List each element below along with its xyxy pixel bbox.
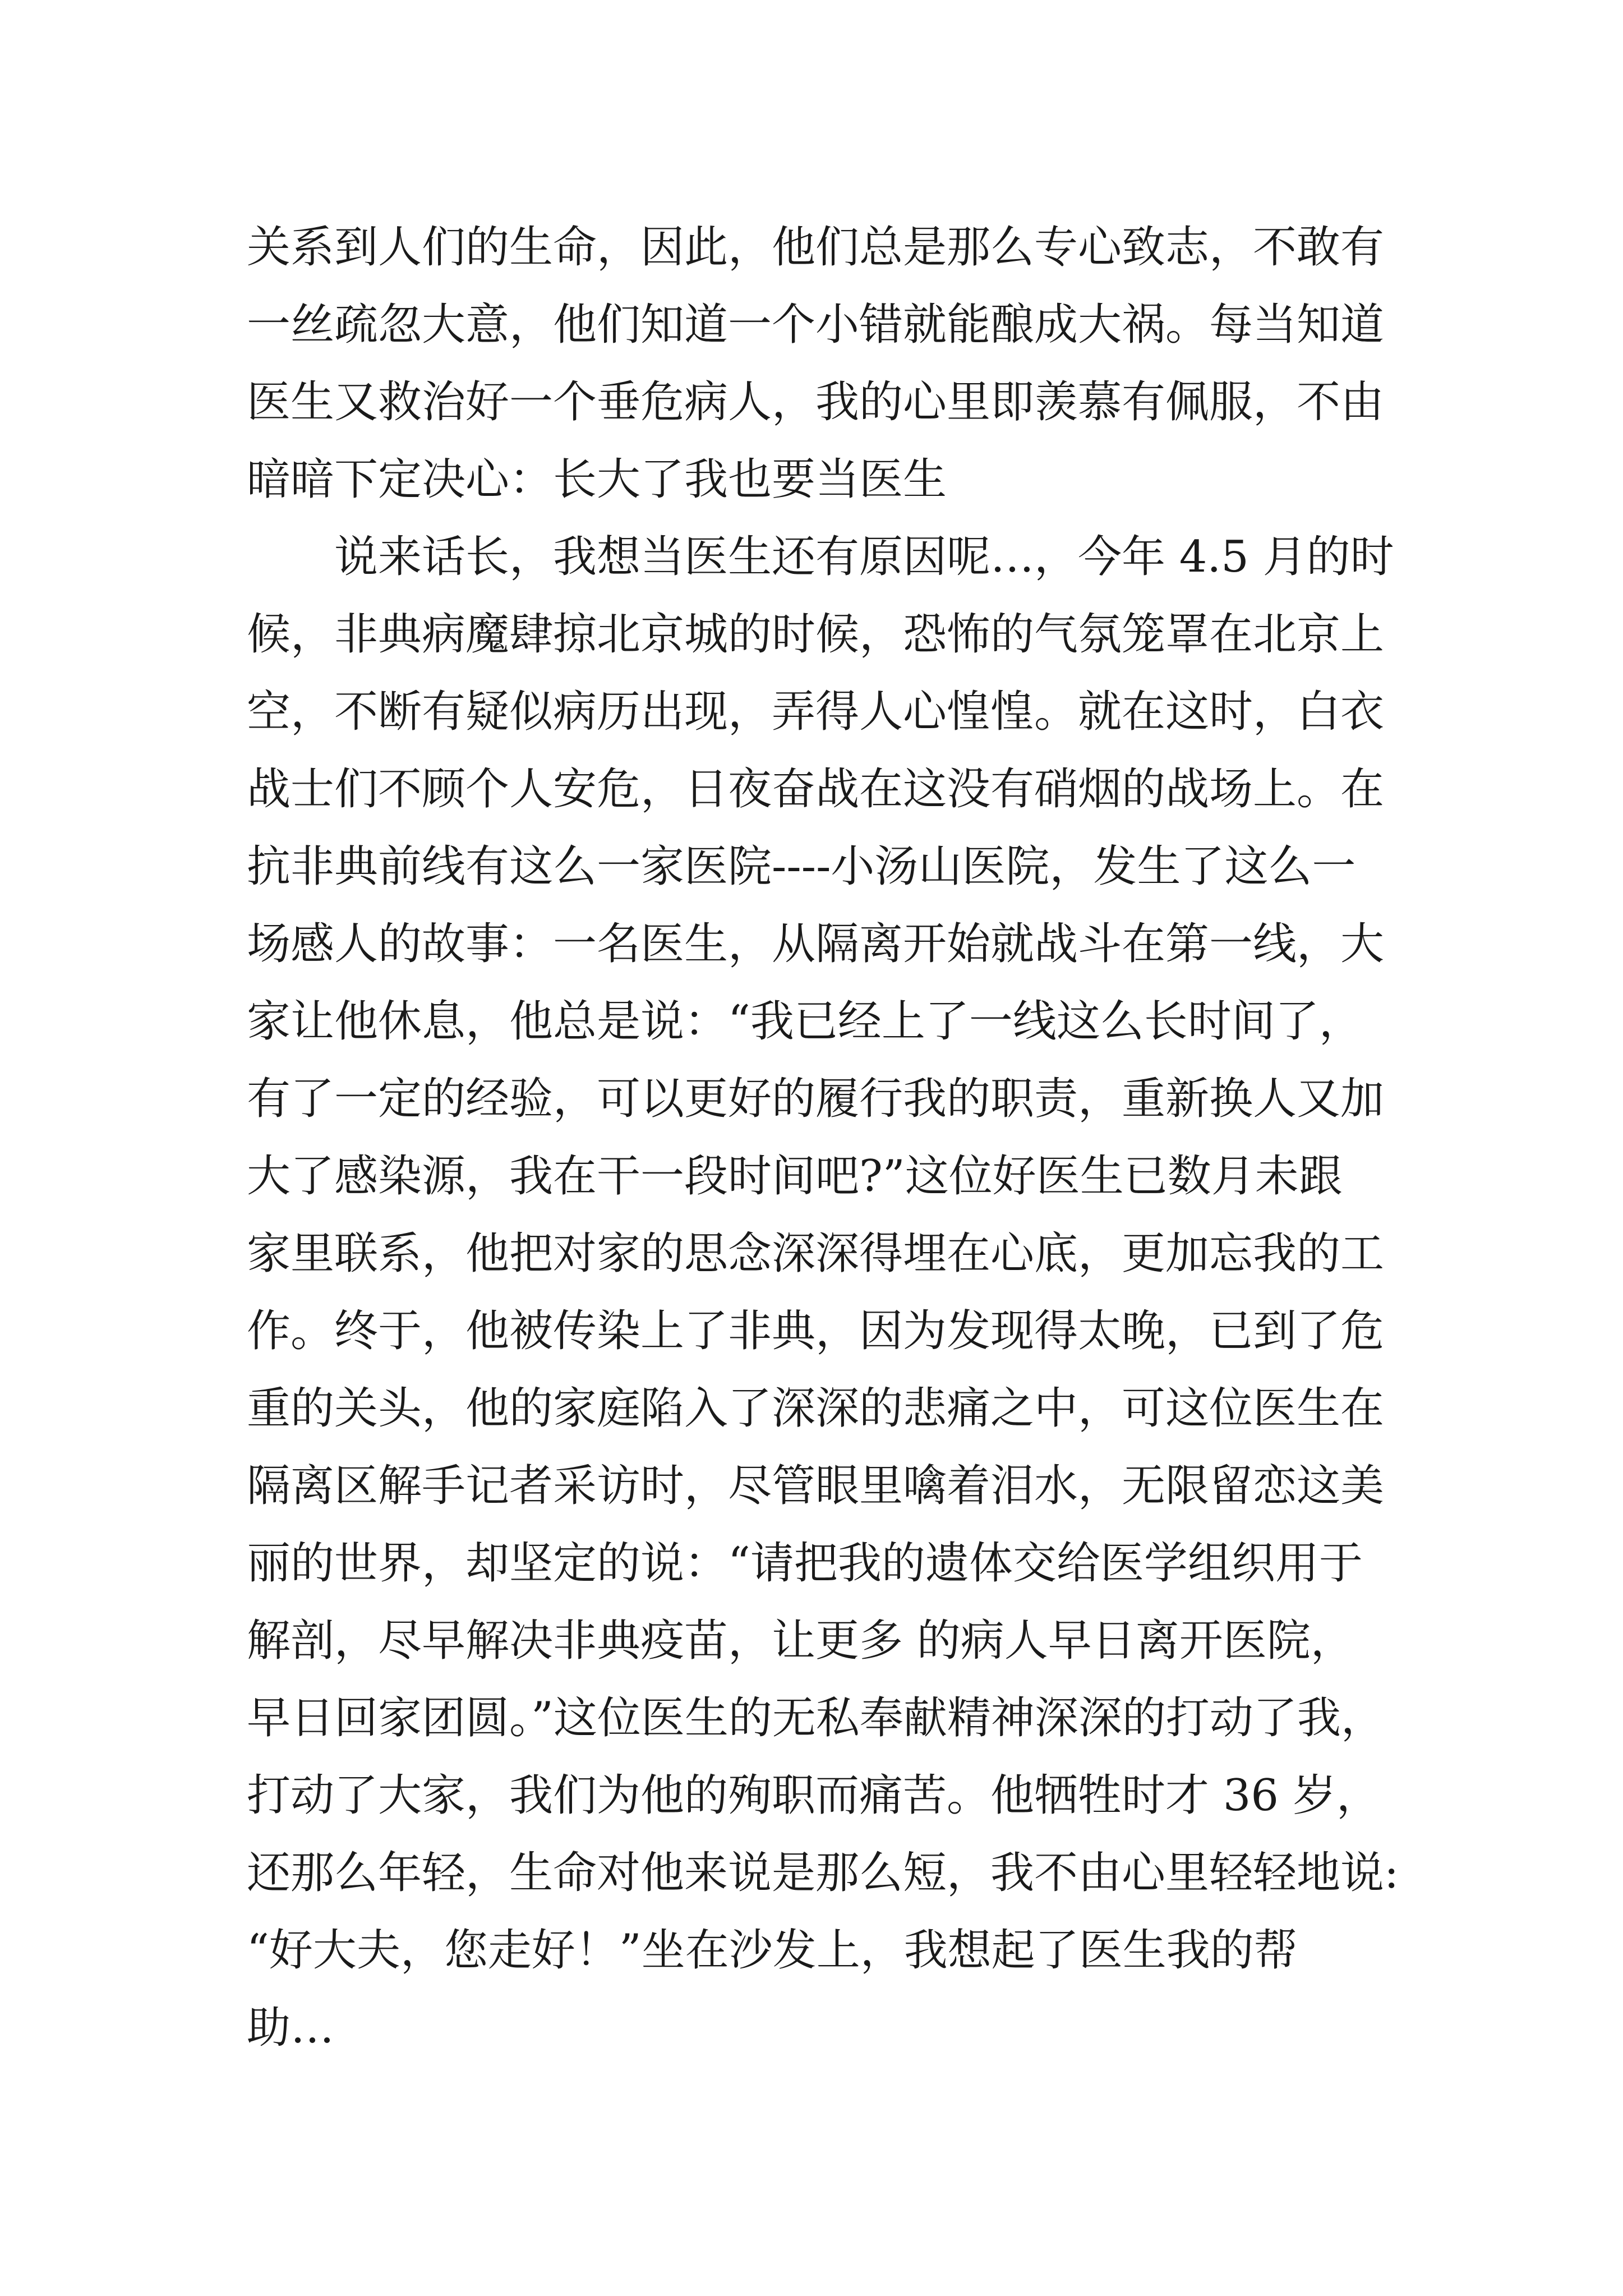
text-line: 战士们不顾个人安危，日夜奋战在这没有硝烟的战场上。在 — [247, 764, 1385, 815]
text-line: 助… — [247, 2003, 335, 2053]
text-line: “好大夫，您走好！”坐在沙发上，我想起了医生我的帮 — [247, 1925, 1298, 1976]
text-line: 早日回家团圆。”这位医生的无私奉献精神深深的打动了我， — [247, 1693, 1385, 1743]
paragraph-start-line: 说来话长，我想当医生还有原因呢…，今年 4.5 月的时 — [334, 532, 1394, 582]
text-line: 关系到人们的生命，因此，他们总是那么专心致志，不敢有 — [247, 222, 1385, 273]
text-line: 还那么年轻，生命对他来说是那么短，我不由心里轻轻地说: — [247, 1848, 1399, 1898]
text-line: 一丝疏忽大意，他们知道一个小错就能酿成大祸。每当知道 — [247, 300, 1385, 350]
text-line: 大了感染源，我在干一段时间吧?”这位好医生已数月未跟 — [247, 1151, 1343, 1202]
text-line: 抗非典前线有这么一家医院----小汤山医院，发生了这么一 — [247, 841, 1356, 892]
text-line: 候，非典病魔肆掠北京城的时候，恐怖的气氛笼罩在北京上 — [247, 609, 1385, 660]
text-line: 空，不断有疑似病历出现，弄得人心惶惶。就在这时，白衣 — [247, 687, 1385, 737]
text-line: 作。终于，他被传染上了非典，因为发现得太晚，已到了危 — [247, 1306, 1385, 1356]
text-line: 暗暗下定决心：长大了我也要当医生 — [247, 454, 947, 505]
text-line: 家里联系，他把对家的思念深深得埋在心底，更加忘我的工 — [247, 1228, 1385, 1279]
text-line: 解剖，尽早解决非典疫苗，让更多 的病人早日离开医院， — [247, 1616, 1354, 1666]
body-text — [247, 209, 1399, 2067]
text-line: 家让他休息，他总是说：“我已经上了一线这么长时间了， — [247, 996, 1363, 1047]
text-line: 有了一定的经验，可以更好的履行我的职责，重新换人又加 — [247, 1074, 1385, 1124]
text-line: 打动了大家，我们为他的殉职而痛苦。他牺牲时才 36 岁， — [247, 1770, 1380, 1821]
text-line: 隔离区解手记者采访时，尽管眼里噙着泪水，无限留恋这美 — [247, 1461, 1385, 1511]
text-line: 场感人的故事：一名医生，从隔离开始就战斗在第一线，大 — [247, 919, 1385, 969]
text-line: 丽的世界，却坚定的说：“请把我的遗体交给医学组织用于 — [247, 1538, 1363, 1589]
text-line: 重的关头，他的家庭陷入了深深的悲痛之中，可这位医生在 — [247, 1383, 1385, 1434]
text-line: 医生又救治好一个垂危病人，我的心里即羡慕有佩服，不由 — [247, 377, 1385, 427]
